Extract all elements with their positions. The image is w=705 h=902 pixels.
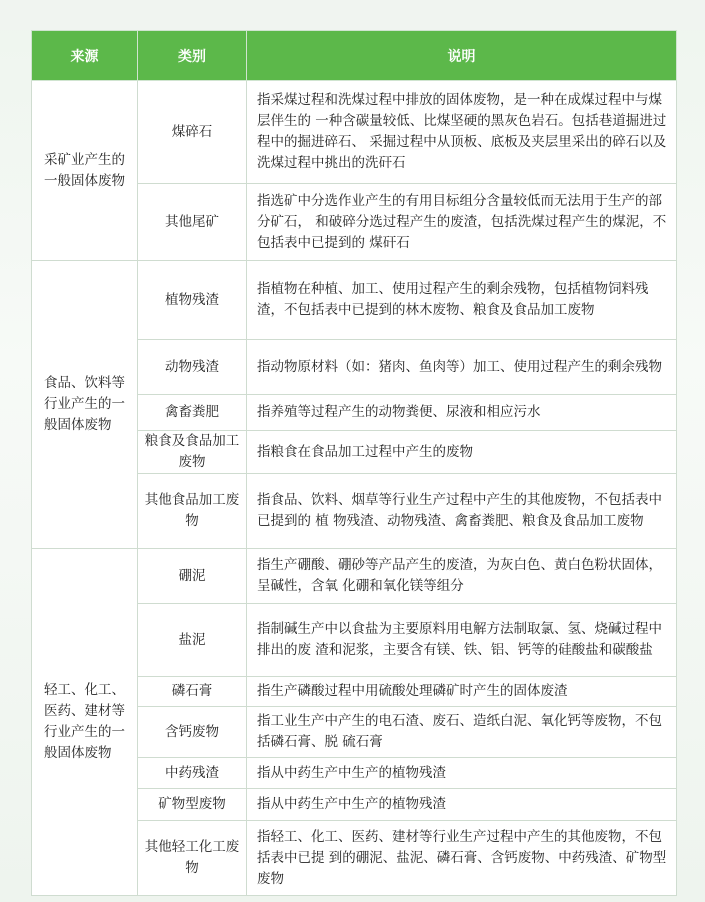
description-cell: 指采煤过程和洗煤过程中排放的固体废物，是一种在成煤过程中与煤层伴生的 一种含碳量较低、比煤坚硬的黑灰色岩石。包括巷道掘进过程中的掘进碎石、 采掘过程中从顶板、底板及夹层里采出的碎石以及洗煤过程中挑出的洗矸石 bbox=[247, 81, 677, 184]
description-cell: 指植物在种植、加工、使用过程产生的剩余残物，包括植物饲料残渣，不包括表中已提到的林木废物、粮食及食品加工废物 bbox=[247, 261, 677, 340]
source-cell: 轻工、化工、医药、建材等行业产生的一般固体废物 bbox=[32, 549, 138, 896]
page-top-band bbox=[0, 0, 705, 30]
description-cell: 指粮食在食品加工过程中产生的废物 bbox=[247, 431, 677, 474]
category-cell: 中药残渣 bbox=[138, 758, 247, 789]
category-cell: 煤碎石 bbox=[138, 81, 247, 184]
source-cell: 采矿业产生的一般固体废物 bbox=[32, 81, 138, 261]
category-cell: 其他食品加工废物 bbox=[138, 474, 247, 549]
table-row bbox=[32, 81, 677, 184]
category-cell: 磷石膏 bbox=[138, 677, 247, 707]
table-header-row bbox=[32, 31, 677, 81]
category-cell: 硼泥 bbox=[138, 549, 247, 604]
solid-waste-table bbox=[31, 30, 677, 896]
category-cell: 矿物型废物 bbox=[138, 789, 247, 821]
header-source: 来源 bbox=[32, 31, 138, 81]
header-category: 类别 bbox=[138, 31, 247, 81]
category-cell: 禽畜粪肥 bbox=[138, 395, 247, 431]
category-cell: 粮食及食品加工废物 bbox=[138, 431, 247, 474]
category-cell: 动物残渣 bbox=[138, 340, 247, 395]
source-cell: 食品、饮料等行业产生的一般固体废物 bbox=[32, 261, 138, 549]
description-cell: 指制碱生产中以食盐为主要原料用电解方法制取氯、氢、烧碱过程中排出的废 渣和泥浆，主要含有镁、铁、铝、钙等的硅酸盐和碳酸盐 bbox=[247, 604, 677, 677]
description-cell: 指从中药生产中生产的植物残渣 bbox=[247, 758, 677, 789]
description-cell: 指养殖等过程产生的动物粪便、尿液和相应污水 bbox=[247, 395, 677, 431]
table-row bbox=[32, 261, 677, 340]
description-cell: 指动物原材料（如：猪肉、鱼肉等）加工、使用过程产生的剩余残物 bbox=[247, 340, 677, 395]
header-description: 说明 bbox=[247, 31, 677, 81]
category-cell: 植物残渣 bbox=[138, 261, 247, 340]
category-cell: 盐泥 bbox=[138, 604, 247, 677]
description-cell: 指选矿中分选作业产生的有用目标组分含量较低而无法用于生产的部分矿石， 和破碎分选过程产生的废渣，包括洗煤过程产生的煤泥，不包括表中已提到的 煤矸石 bbox=[247, 184, 677, 261]
table-row bbox=[32, 549, 677, 604]
description-cell: 指轻工、化工、医药、建材等行业生产过程中产生的其他废物，不包括表中已提 到的硼泥、盐泥、磷石膏、含钙废物、中药残渣、矿物型废物 bbox=[247, 821, 677, 896]
description-cell: 指从中药生产中生产的植物残渣 bbox=[247, 789, 677, 821]
description-cell: 指生产磷酸过程中用硫酸处理磷矿时产生的固体废渣 bbox=[247, 677, 677, 707]
description-cell: 指工业生产中产生的电石渣、废石、造纸白泥、氧化钙等废物，不包括磷石膏、脱 硫石膏 bbox=[247, 707, 677, 758]
category-cell: 其他尾矿 bbox=[138, 184, 247, 261]
description-cell: 指生产硼酸、硼砂等产品产生的废渣，为灰白色、黄白色粉状固体，呈碱性，含氧 化硼和氧化镁等组分 bbox=[247, 549, 677, 604]
category-cell: 含钙废物 bbox=[138, 707, 247, 758]
description-cell: 指食品、饮料、烟草等行业生产过程中产生的其他废物，不包括表中已提到的 植 物残渣、动物残渣、禽畜粪肥、粮食及食品加工废物 bbox=[247, 474, 677, 549]
category-cell: 其他轻工化工废物 bbox=[138, 821, 247, 896]
